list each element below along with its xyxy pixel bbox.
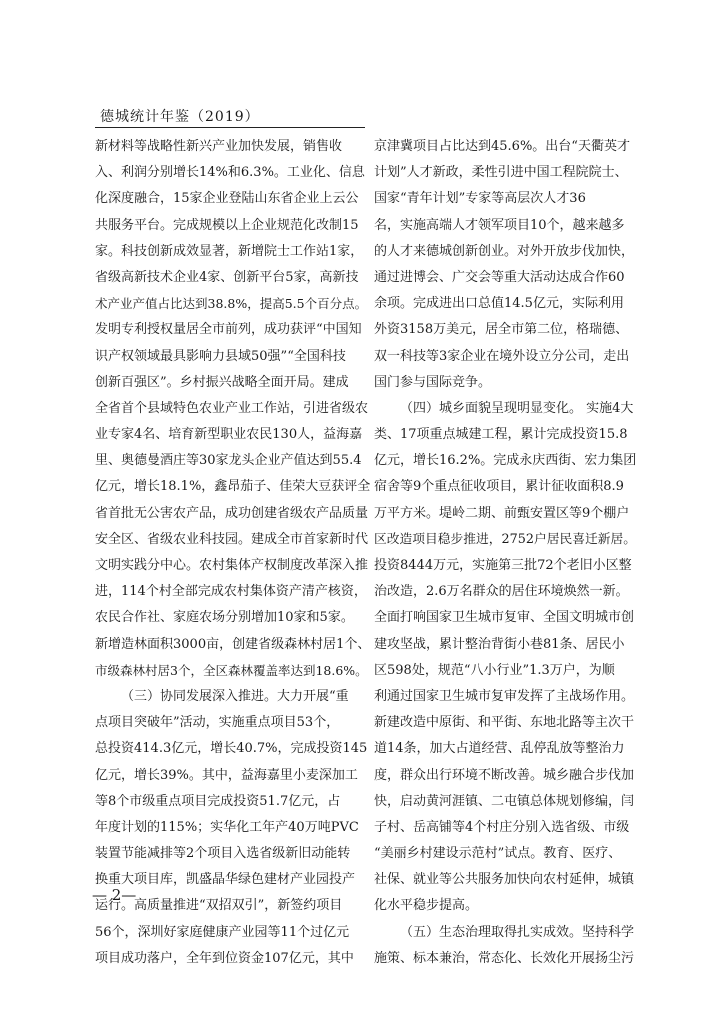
right-column-line: 利通过国家卫生城市复审发挥了主战场作用。 [374,688,635,704]
right-column-line: 区598处，规范“八小行业”1.3万户，为顺 [374,662,615,678]
right-column-line: 京津冀项目占比达到45.6%。出台“天衢英才 [374,139,630,154]
left-column-line: 业专家4名、培育新型职业农民130人，益海嘉 [95,427,363,443]
left-column-line: （三）协同发展深入推进。大力开展“重 [121,688,349,704]
left-column-line: 点项目突破年”活动，实施重点项目53个， [95,715,340,731]
left-column-line: 发明专利授权量居全市前列，成功获评“中国知 [95,322,362,338]
right-column-line: 投资8444万元，实施第三批72个老旧小区整 [374,558,632,573]
right-column-line: 计划”人才新政，柔性引进中国工程院院士、 [374,165,628,181]
right-column-line: 宿舍等9个重点征收项目，累计征收面积8.9 [374,479,624,495]
right-column-line: 的人才来德城创新创业。对外开放步伐加快， [374,243,635,259]
right-column-line: “美丽乡村建设示范村”试点。教育、医疗、 [374,846,622,862]
left-column-line: 新材料等战略性新兴产业加快发展，销售收 [95,139,343,154]
right-text-column [374,134,636,972]
left-column-line: 里、奥德曼酒庄等30家龙头企业产值达到55.4 [95,453,362,469]
left-column-line: 文明实践分中心。农村集体产权制度改革深入推 [95,558,369,573]
right-column-line: 类、17项重点城建工程，累计完成投资15.8 [374,427,628,443]
left-column-line: 安全区、省级农业科技园。建成全市首家新时代 [95,531,369,547]
left-column-line: 创新百强区”。乡村振兴战略全面开局。建成 [95,374,349,390]
right-column-line: 全面打响国家卫生城市复审、全国文明城市创 [374,610,635,626]
left-column-line: 化深度融合，15家企业登陆山东省企业上云公 [95,191,359,207]
right-column-line: 通过进博会、广交会等重大活动达成合作60 [374,269,625,285]
header-rule [95,127,365,128]
left-column-line: 56个，深圳好家庭健康产业园等11个过亿元 [95,924,350,940]
left-column-line: 省级高新技术企业4家、创新平台5家，高新技 [95,269,359,285]
left-column-line: 等8个市级重点项目完成投资51.7亿元，占 [95,793,341,809]
left-column-line: 换重大项目库，凯盛晶华绿色建材产业园投产 [95,872,356,888]
left-column-line: 年度计划的115%；实华化工年产40万吨PVC [95,819,359,835]
left-column-line: 农民合作社、家庭农场分别增加10家和5家。 [95,610,354,626]
right-column-line: 亿元，增长16.2%。完成永庆西街、宏力集团 [374,453,636,469]
right-column-line: 新建改造中原街、和平街、东地北路等主次干 [374,715,635,731]
right-column-line: 外资3158万美元，居全市第二位，格瑞德、 [374,322,629,338]
right-column-line: 万平方米。堤岭二期、前甄安置区等9个棚户 [374,505,630,521]
right-column-line: 道14条，加大占道经营、乱停乱放等整治力 [374,741,625,757]
page-header-title: 德城统计年鉴（2019） [100,109,260,125]
left-text-column [95,134,370,972]
right-column-line: 快，启动黄河涯镇、二屯镇总体规划修编，闫 [374,793,635,809]
right-column-line: 名，实施高端人才领军项目10个，越来越多 [374,217,625,233]
right-column-line: 施策、标本兼治，常态化、长效化开展扬尘污 [374,950,635,966]
right-column-line: 度，群众出行环境不断改善。城乡融合步伐加 [374,767,635,783]
left-column-line: 术产业产值占比达到38.8%，提高5.5个百分点。 [95,296,368,312]
right-column-line: 区改造项目稳步推进，2752户居民喜迁新居。 [374,531,636,547]
left-column-line: 入、利润分别增长14%和6.3%。工业化、信息 [95,165,365,181]
left-column-line: 新增造林面积3000亩，创建省级森林村居1个、 [95,636,370,652]
right-column-line: 国门参与国际竞争。 [374,374,492,390]
right-column-line: 双一科技等3家企业在境外设立分公司，走出 [374,348,630,364]
left-column-line: 共服务平台。完成规模以上企业规范化改制15 [95,217,359,233]
left-column-line: 总投资414.3亿元，增长40.7%，完成投资145 [95,741,368,757]
left-column-line: 装置节能减排等2个项目入选省级新旧动能转 [95,846,351,862]
page-number: — 2— [92,886,137,904]
right-column-line: （五）生态治理取得扎实成效。坚持科学 [400,924,635,940]
left-column-line: 进，114个村全部完成农村集体资产清产核资， [95,584,367,600]
left-column-line: 运行。高质量推进“双招双引”，新签约项目 [95,898,343,914]
right-column-line: 建攻坚战，累计整治背街小巷81条、居民小 [374,636,625,652]
right-column-line: 社保、就业等公共服务加快向农村延伸，城镇 [374,872,635,888]
left-column-line: 家。科技创新成效显著，新增院士工作站1家， [95,243,364,259]
left-column-line: 亿元，增长18.1%，鑫昂茄子、佳荣大豆获评全 [95,479,370,495]
right-column-line: 余项。完成进出口总值14.5亿元，实际利用 [374,296,624,312]
left-column-line: 识产权领域最具影响力县域50强”“全国科技 [95,348,346,364]
left-column-line: 市级森林村居3个，全区森林覆盖率达到18.6%。 [95,662,368,678]
right-column-line: 治改造，2.6万名群众的居住环境焕然一新。 [374,584,629,600]
left-column-line: 全省首个县域特色农业产业工作站，引进省级农 [95,400,369,416]
right-column-line: （四）城乡面貌呈现明显变化。 实施4大 [400,400,634,416]
right-column-line: 化水平稳步提高。 [374,898,479,914]
right-column-line: 国家“青年计划”专家等高层次人才36 [374,191,586,207]
left-column-line: 项目成功落户，全年到位资金107亿元，其中 [95,950,354,966]
left-column-line: 省首批无公害农产品，成功创建省级农产品质量 [95,505,369,521]
right-column-line: 子村、岳高铺等4个村庄分别入选省级、市级 [374,819,630,835]
left-column-line: 亿元，增长39%。其中，益海嘉里小麦深加工 [95,767,358,783]
